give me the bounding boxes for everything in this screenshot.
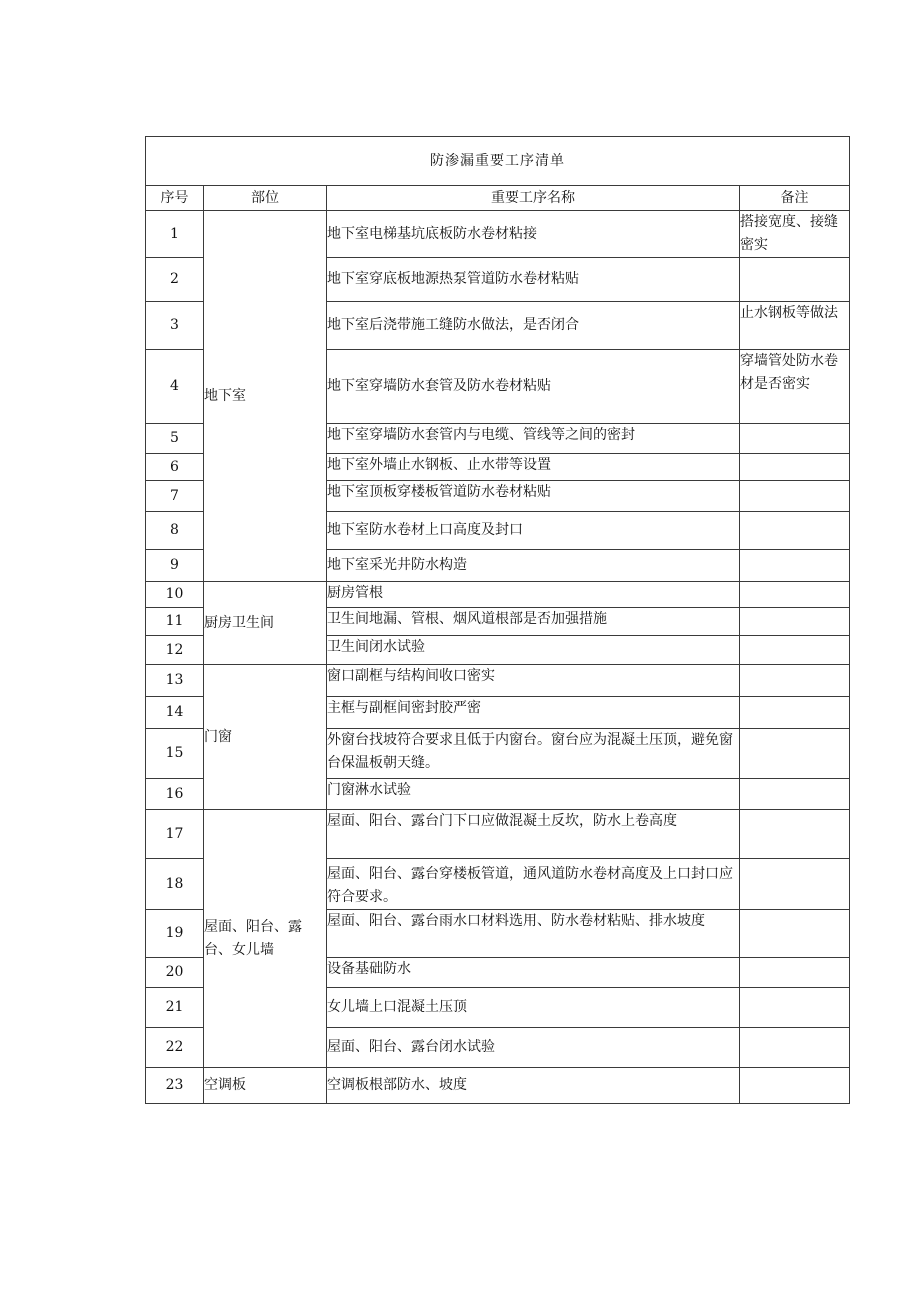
row-name: 主框与副框间密封胶严密: [327, 697, 740, 729]
row-note: [740, 910, 850, 958]
part-kitchen-bathroom: 厨房卫生间: [204, 582, 327, 665]
row-no: 16: [146, 779, 204, 810]
row-no: 23: [146, 1068, 204, 1104]
row-name: 卫生间闭水试验: [327, 636, 740, 665]
table-row: [146, 665, 850, 697]
row-name: 设备基础防水: [327, 958, 740, 988]
row-name: 地下室穿墙防水套管内与电缆、管线等之间的密封: [327, 424, 740, 454]
row-note: [740, 608, 850, 636]
row-note: [740, 512, 850, 550]
row-note: [740, 779, 850, 810]
row-note: [740, 424, 850, 454]
row-no: 2: [146, 258, 204, 302]
row-no: 12: [146, 636, 204, 665]
row-name: 屋面、阳台、露台穿楼板管道，通风道防水卷材高度及上口封口应符合要求。: [327, 859, 740, 910]
header-part: 部位: [204, 186, 327, 211]
row-no: 5: [146, 424, 204, 454]
row-name: 地下室穿墙防水套管及防水卷材粘贴: [327, 350, 740, 424]
row-note: [740, 481, 850, 512]
row-no: 21: [146, 988, 204, 1028]
row-name: 卫生间地漏、管根、烟风道根部是否加强措施: [327, 608, 740, 636]
row-name: 地下室外墙止水钢板、止水带等设置: [327, 454, 740, 481]
part-roof-balcony: 屋面、阳台、露台、女儿墙: [204, 810, 327, 1068]
row-no: 14: [146, 697, 204, 729]
row-no: 18: [146, 859, 204, 910]
row-note: [740, 582, 850, 608]
row-note: [740, 810, 850, 859]
row-note: [740, 454, 850, 481]
table-row: [146, 211, 850, 258]
row-name: 女儿墙上口混凝土压顶: [327, 988, 740, 1028]
row-name: 地下室顶板穿楼板管道防水卷材粘贴: [327, 481, 740, 512]
part-doors-windows: 门窗: [204, 665, 327, 810]
row-no: 7: [146, 481, 204, 512]
row-name: 门窗淋水试验: [327, 779, 740, 810]
process-table: [145, 136, 850, 1104]
row-note: 搭接宽度、接缝密实: [740, 211, 850, 258]
row-note: [740, 958, 850, 988]
row-no: 13: [146, 665, 204, 697]
row-name: 屋面、阳台、露台门下口应做混凝土反坎，防水上卷高度: [327, 810, 740, 859]
row-name: 地下室防水卷材上口高度及封口: [327, 512, 740, 550]
row-note: [740, 665, 850, 697]
row-no: 3: [146, 302, 204, 350]
row-name: 屋面、阳台、露台雨水口材料选用、防水卷材粘贴、排水坡度: [327, 910, 740, 958]
row-name: 空调板根部防水、坡度: [327, 1068, 740, 1104]
row-note: [740, 988, 850, 1028]
row-no: 6: [146, 454, 204, 481]
row-note: [740, 729, 850, 779]
row-note: [740, 636, 850, 665]
table-title: 防渗漏重要工序清单: [146, 137, 850, 186]
header-no: 序号: [146, 186, 204, 211]
part-ac-board: 空调板: [204, 1068, 327, 1104]
row-no: 15: [146, 729, 204, 779]
row-note: [740, 1068, 850, 1104]
row-note: [740, 550, 850, 582]
row-no: 20: [146, 958, 204, 988]
row-no: 19: [146, 910, 204, 958]
row-note: [740, 859, 850, 910]
row-no: 17: [146, 810, 204, 859]
row-no: 8: [146, 512, 204, 550]
row-no: 4: [146, 350, 204, 424]
row-name: 地下室电梯基坑底板防水卷材粘接: [327, 211, 740, 258]
part-basement: 地下室: [204, 211, 327, 582]
row-no: 22: [146, 1028, 204, 1068]
row-note: 穿墙管处防水卷材是否密实: [740, 350, 850, 424]
header-name: 重要工序名称: [327, 186, 740, 211]
row-no: 10: [146, 582, 204, 608]
header-note: 备注: [740, 186, 850, 211]
row-note: 止水钢板等做法: [740, 302, 850, 350]
row-no: 11: [146, 608, 204, 636]
row-name: 屋面、阳台、露台闭水试验: [327, 1028, 740, 1068]
table-row: [146, 1068, 850, 1104]
table-row: [146, 810, 850, 859]
row-name: 厨房管根: [327, 582, 740, 608]
row-note: [740, 697, 850, 729]
row-name: 外窗台找坡符合要求且低于内窗台。窗台应为混凝土压顶，避免窗台保温板朝天缝。: [327, 729, 740, 779]
row-note: [740, 258, 850, 302]
row-name: 地下室采光井防水构造: [327, 550, 740, 582]
row-no: 1: [146, 211, 204, 258]
row-no: 9: [146, 550, 204, 582]
row-name: 地下室后浇带施工缝防水做法，是否闭合: [327, 302, 740, 350]
row-note: [740, 1028, 850, 1068]
row-name: 窗口副框与结构间收口密实: [327, 665, 740, 697]
table-row: [146, 582, 850, 608]
row-name: 地下室穿底板地源热泵管道防水卷材粘贴: [327, 258, 740, 302]
